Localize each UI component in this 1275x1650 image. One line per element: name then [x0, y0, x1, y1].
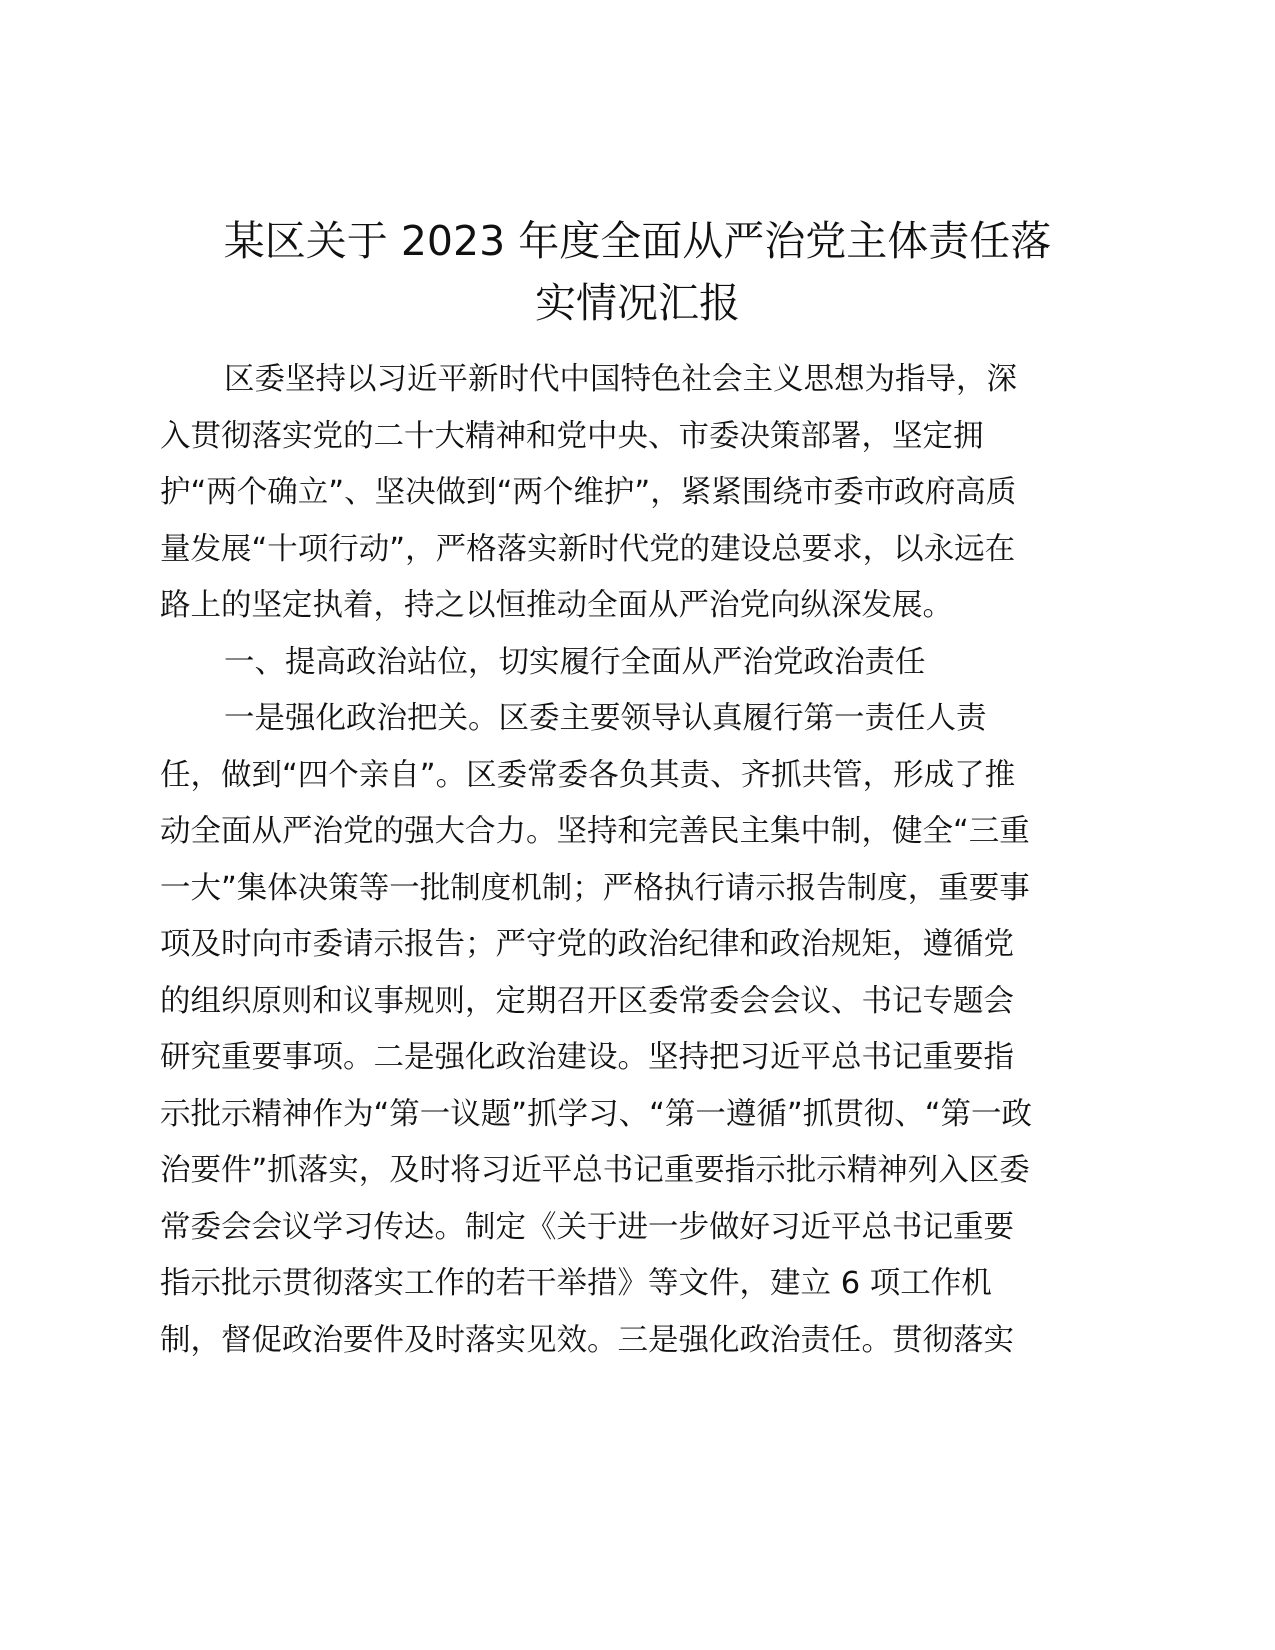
paragraph-line: 指示批示贯彻落实工作的若干举措》等文件，建立 6 项工作机: [160, 1266, 992, 1301]
paragraph-line: 研究重要事项。二是强化政治建设。坚持把习近平总书记重要指: [160, 1040, 1014, 1075]
document-title: [160, 210, 1115, 334]
section-heading-1: 一、提高政治站位，切实履行全面从严治党政治责任: [224, 644, 926, 680]
paragraph-intro-line-1: 区委坚持以习近平新时代中国特色社会主义思想为指导，深: [224, 362, 1017, 397]
paragraph-line: 制，督促政治要件及时落实见效。三是强化政治责任。贯彻落实: [160, 1322, 1014, 1358]
title-line-1: 某区关于 2023 年度全面从严治党主体责任落: [223, 217, 1052, 265]
paragraph-line: 治要件”抓落实，及时将习近平总书记重要指示批示精神列入区委: [160, 1153, 1030, 1188]
paragraph-line: 一是强化政治把关。区委主要领导认真履行第一责任人责: [224, 701, 987, 736]
title-line-2: 实情况汇报: [535, 279, 740, 327]
paragraph-line: 的组织原则和议事规则，定期召开区委常委会会议、书记专题会: [160, 983, 1014, 1019]
document-body: [160, 352, 1115, 1369]
paragraph-intro-line-3: 护“两个确立”、坚决做到“两个维护”，紧紧围绕市委市政府高质: [160, 475, 1017, 510]
paragraph-line: 动全面从严治党的强大合力。坚持和完善民主集中制，健全“三重: [160, 814, 1030, 849]
paragraph-line: 项及时向市委请示报告；严守党的政治纪律和政治规矩，遵循党: [160, 927, 1014, 962]
paragraph-line: 示批示精神作为“第一议题”抓学习、“第一遵循”抓贯彻、“第一政: [160, 1096, 1033, 1132]
paragraph-line: 任，做到“四个亲自”。区委常委各负其责、齐抓共管，形成了推: [160, 757, 1016, 793]
paragraph-intro-line-2: 入贯彻落实党的二十大精神和党中央、市委决策部署，坚定拥: [160, 418, 984, 454]
paragraph-line: 一大”集体决策等一批制度机制；严格执行请示报告制度，重要事: [160, 870, 1030, 906]
paragraph-intro-line-4: 量发展“十项行动”，严格落实新时代党的建设总要求，以永远在: [160, 531, 1016, 567]
paragraph-intro-line-5: 路上的坚定执着，持之以恒推动全面从严治党向纵深发展。: [160, 588, 953, 623]
paragraph-line: 常委会会议学习传达。制定《关于进一步做好习近平总书记重要: [160, 1209, 1014, 1245]
